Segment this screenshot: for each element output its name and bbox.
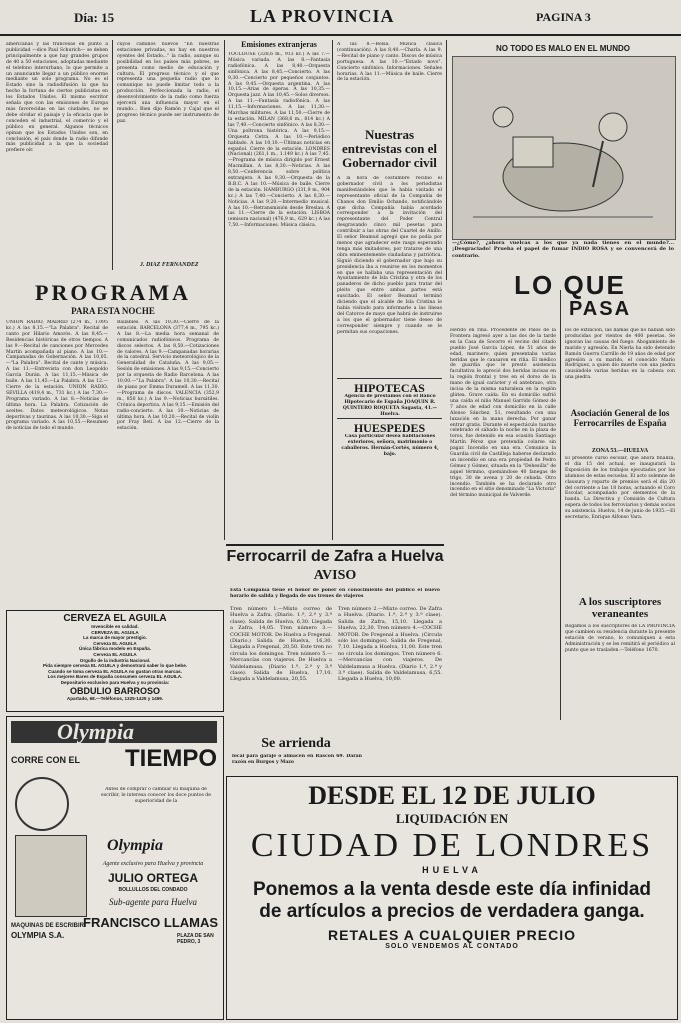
programa-text: UNION RADIO, MADRID (274 m., 1.095 kc.) A las 8,15.—"La Palabra". Recital de canto por Hilario Amorós. A las 8,45.—Residencias históricas de otros tiempos. A las 9.—Recital de canciones por Mercedes Martín acompañada al piano. A las 10.—Campanadas de Gobernación. A las 10,05.—"La Palabra". Recital de cante y música. A las 11.—Entrevista con don Leopoldo García Durán. A las 11,15.—Música de baile. A las 11,45.—La Palabra. A las 12.—Cierre de la estación. UNION RADIO, SEVILLA (419,4 m., 731 kc.) A las 7,30.—Programa variado. A las 8.—Noticias de última hora. La Palabra. Cotización de aceites. Datos meteorológicos. Notas deportivas y taurinas. A las 10,30.—Siga el programa variado. A las 10,55.—Resumen de noticias de todo el mundo. xyxy=(6,320,108,432)
londres-line1: DESDE EL 12 DE JULIO xyxy=(308,781,596,810)
cerveza-line: La marca de mayor prestigio. xyxy=(83,635,147,641)
cerveza-line: Única fábrica modelo en España. xyxy=(79,646,151,652)
suscriptores-body: Rogamos a los suscriptores de LA PROVINCIA que cambien su residencia durante la presente estación de verano, lo comuniquen a esta Administración y se les remitirá el periódico al punto que se trasladen.—Teléfono 1670. xyxy=(565,624,675,653)
masthead xyxy=(0,0,681,36)
suscriptores-text xyxy=(565,624,675,688)
nuestras-text xyxy=(337,176,442,372)
loque-title2: PASA xyxy=(568,298,632,320)
londres-line4: HUELVA xyxy=(422,865,482,875)
olympia-slogan: CORRE CON EL xyxy=(11,755,81,765)
olympia-sub: FRANCISCO LLAMAS xyxy=(83,915,219,930)
olympia-brand2: Olympia xyxy=(107,837,163,854)
asociacion-text xyxy=(565,456,675,594)
lisboa-continuation xyxy=(337,42,442,126)
huespedes-body: Casa particular desea habitaciones exteriores, señora, matrimonio o caballeros. Hernán-Cortés, número 4, bajo. xyxy=(341,434,439,456)
ferrocarril-intro xyxy=(230,588,440,604)
cerveza-title: CERVEZA EL AGUILA xyxy=(63,613,167,624)
ferrocarril-left xyxy=(230,606,332,722)
olympia-addr: PLAZA DE SAN PEDRO, 3 xyxy=(177,933,214,945)
article-col2 xyxy=(117,42,219,260)
hipotecas-title: HIPOTECAS xyxy=(337,378,442,396)
sucesos-cont xyxy=(565,328,675,404)
newspaper-title: LA PROVINCIA xyxy=(250,6,395,26)
cartoon-title: NO TODO ES MALO EN EL MUNDO xyxy=(496,44,630,53)
olympia-brand: Olympia xyxy=(57,719,134,744)
cartoon-image xyxy=(452,56,676,240)
cerveza-line: Cuando se toma cerveza EL AGUILA no gustan otras marcas. xyxy=(48,668,182,674)
hipotecas-body: Agencia de préstamos con el Banco Hipotecario de España JOAQUIN R. QUINTERO ROQUETA Sagasta, 41.—Huelva. xyxy=(342,394,438,416)
olympia-ad xyxy=(6,716,224,1020)
cartoon-caption xyxy=(452,240,674,266)
suscriptores-title: A los suscriptores veraneantes xyxy=(578,596,662,620)
sucesos-text: los de extinción, las llamas que no habían sido producidas por vientos de 400 pesetas. Se ignoran las causas del fuego. Ahogamiento de marido y agresión. En Nierla ha sido detenido Ramón Guerra Carrillo de 19 años de edad por agresión a su marido, el conocido Mario Rodríguez, a quien dio muerte con una piedra causándole varias heridas en la cabeza con una piedra. xyxy=(565,328,675,381)
programa-subtitle: PARA ESTA NOCHE xyxy=(71,306,155,316)
olympia-agent: JULIO ORTEGA xyxy=(107,871,198,885)
page-day: Día: 15 xyxy=(74,10,115,25)
cerveza-line: Orgullo de la industria Nacional. xyxy=(79,657,151,663)
loque-body: Herido en riña. Procedente de Palos de la Frontera ingresó ayer a las dos de la tarde en la Casa de Socorro el vecino del citado pueblo José García López, de 51 años de edad, marinero, quien presentaba varias heridas que le causaron en riña. El médico de guardia que le prestó asistencia facultativa le apreció dos heridas incisas en la región frontal y tres en el dorso de la mano de igual carácter y el antebrazo, otra incisa de la misma naturaleza en la región glútea. Grave caída. En su domicilio sufrió una caída el niño Manuel Garrido Gómez de 7 años de edad con domicilio en la calle Alonso Sánchez, 51, resultando con una luxación en la mano derecha. Por ganar entrar gratis. Durante el espectáculo taurino celebrado el sábado la noche en la plaza de toros, fue detenido en esa ocasión Santiago Martín Pérez que pretendía colarse sin pagar. Incendio en una era. Comunica la Guardia civil de Castilleja haberse declarado un incendio en una era propiedad de Pedro Gómez y Gómez, situada en la "Dehesilla" de aquel término, quemándose 40 fanegas de trigo, 30 de avena y 20 de cebada. Otro incendio. También se ha declarado otro incendio en el sitio denominado "La Victoria" del término municipal de Valverde. xyxy=(450,328,556,499)
cerveza-line: Depositario exclusivo para Huelva y su provincia: xyxy=(60,679,170,685)
arrienda-title: Se arrienda xyxy=(261,736,331,751)
cerveza-line: Los mejores Bares de España consumen cerveza EL AGUILA. xyxy=(47,674,183,680)
asociacion-body: El presente curso escolar, que ahora finaliza, el día 15 del actual, se inaugurará la Exposición de los trabajos ejecutados por los alumnos de estas escuelas. El acto solemne de clausura y reparto de premios será el día 20 del corriente a las 18 horas, actuando el Coro Escolar, acompañado por elementos de la banda. La Directiva y Comisión de Cultura espera de todos los ferroviarios y demás socios su asistencia. Huelva, 14 de junio de 1935.—El secretario, Enrique Alfonso Vara. xyxy=(565,456,675,521)
ferrocarril-intro-text: Esta Compañía tiene el honor de poner en conocimiento del público el nuevo horario de salida y llegada de sus trenes de viajeros xyxy=(230,588,440,599)
londres-line2: LIQUIDACIÓN EN xyxy=(395,811,509,826)
londres-body: Ponemos a la venta desde este día infinidad de artículos a precios de verdadera ganga. xyxy=(252,879,652,922)
arrienda-body: local para garaje o almacén en Rascón 69. Darán razón en Burgos y Mazo xyxy=(232,754,362,765)
ferrocarril-right xyxy=(338,606,442,722)
olympia-agent-city: BOLLULLOS DEL CONDADO xyxy=(118,887,188,893)
emisiones-text xyxy=(228,52,330,540)
loque-title: LO QUE xyxy=(514,270,626,300)
londres-retales: RETALES A CUALQUIER PRECIO xyxy=(328,927,576,943)
programa-mid xyxy=(117,320,219,610)
asociacion-zone: ZONA 53.—HUELVA xyxy=(591,448,649,454)
londres-solo: SOLO VENDEMOS AL CONTADO xyxy=(385,943,519,950)
nuestras-body: A la hora de costumbre recibió el gobernador civil a los periodistas manifestándoles que le había visitado el representante oficial de la Compañía de Chanos don Emilio Ochando, notificándole que dicha Compañía había acordado corresponder a la invitación del representante del Poder Central desgravando cinco mil pesetas para contribuir a las obras del Cuartel de Anillo. El señor Beamud agregó que no podía por menos que agradecer este rasgo esperando tenga más imitadores, por tratarse de una obra eminentemente ciudadana y patriótica. Siguió diciendo el gobernador que bajo su presidencia iba a reunirse en los momentos en que se hallaba una representación del Ayuntamiento de Isla Cristina y otra de los panaderos de dicho pueblo para tratar del pleito que entre ambas partes está suscitado. El señor Beamud terminó diciendo que el alcalde de Isla Cristina le había visitado para informarle a las líneas del Catorce de mayo que habrá de instruirse a los que el gobernador tiene deseo de corresponder siempre y cuando se le permitan sus ocupaciones. xyxy=(337,176,442,335)
article-signature: J. DIAZ FERNANDEZ xyxy=(140,262,199,268)
page-number: PAGINA 3 xyxy=(536,10,591,24)
cerveza-line: Pida siempre cerveza EL AGUILA y demostrará saber lo que bebe. xyxy=(42,663,188,669)
ferrocarril-aviso: AVISO xyxy=(313,568,357,583)
ferrocarril-right-text: Tren número 2.—Mixto correo. De Zafra a Huelva. (Diario. 1.ª, 2.ª y 3.ª clase). Salida de Zafra, 15,10. Llegada a Huelva, 22,30. Tren número 4.—COCHE MOTOR. De Fregenal a Huelva. (Circula sólo los domingos). Salida de Fregenal, 7,10. Llegada a Huelva, 11,00. Este tren no circula los domingos. Tren número 6.—Mercancías con viajeros. De Valdelamusa a Huelva. (Diario 1.ª, 2.ª y 3.ª clase). Salida de Valdelamusa, 6,55. Llegada a Huelva, 10,00. xyxy=(338,606,442,683)
nuestras-title: Nuestras entrevistas con el Gobernador civil xyxy=(341,127,438,170)
article-text: cuyos caminos nuevos "En nuestras estaciones privadas, no hay en nuestros oyentes del Estado..." la radio, aunque su posibilidad en los países más pobres, se presenta como medio de educación y cultura. El progreso técnico y el que representa una pequeña radio que lo comunique no puede limitar todo a la producción. Perfeccionada la radio, el desenvolvimiento de la radio como fuerza ejercerá una influencia mayor en el mundo... Bien dijo Ramón y Cajal que el progreso técnico puede ser instrumento de paz. xyxy=(117,42,219,124)
car-illustration xyxy=(15,835,87,917)
olympia-maquinas: MAQUINAS DE ESCRIBIR xyxy=(11,923,85,929)
ferrocarril-left-text: Tren número 1.—Mixto correo de Huelva a Zafra. (Diario. 1.ª, 2.ª y 3.ª clase). Salida de Huelva, 6,30. Llegada a Zafra, 14,05. Tren número 3.—COCHE MOTOR. De Huelva a Fregenal. (Diario.) Salida de Huelva, 16,30. Llegada a Fregenal, 20,50. Este tren no circula los domingos. Tren número 5.—Mercancías con viajeros. De Huelva a Valdelamusa. (Diario 1.ª, 2.ª y 3.ª clase). Salida de Huelva, 17,10. Llegada a Valdelamusa, 20,55. xyxy=(230,606,332,683)
clock-icon xyxy=(15,777,69,831)
huespedes-text xyxy=(340,434,440,456)
olympia-tiempo: TIEMPO xyxy=(125,745,218,772)
ferrocarril-title: Ferrocarril de Zafra a Huelva xyxy=(226,548,444,565)
arrienda-text xyxy=(232,754,362,768)
loque-text xyxy=(450,328,556,720)
emisiones-body: TOULOUSE (328,6 m., 913 kc.) A las 7.—Música variada. A las 8.—Fantasía radiofónica. A las 8,40.—Orquesta sinfónica. A las 8,45.—Concierto. A las 9,30.—Concierto por pequeños conjuntos. A las 9,45.—Orquesta argentina. A las 10,15.—Arias de óperas. A las 10,35.—Orquesta jazz. A las 10,45.—Solos diversos. A las 11.—Fantasía radiofónica. A las 11,15.—Informaciones. A las 11,30.—Marchas militares. A las 11,50.—Cierre de la estación. MILAN (368,6 m., 814 kc.) A las 7,40.—Concierto sinfónico. A las 8,30.—Una poltrona histórica. A las 9,15.—Orquesta Cetra. A las 10.—Periódico hablado. A las 10,10.—Últimas noticias en español. Cierre de la estación. LONDRES (Nacional) (261,1 m., 1.149 kc.) A las 7,45.—Programa de música dirigido por Ernest Macmillan. A las 8,30.—Noticias. A las 8,50.—Conferencia sobre política extranjera. A las 9,30.—Orquesta de la B.B.C. A las 10.—Música de baile. Cierre de la estación. HAMBURGO (331,9 m., 904 kc.) A las 7,40.—Concierto. A las 8,30.—Noticias. A las 9,20.—Intermedio musical. A las 10.—Retransmisión desde Breslau. A las 11.—Cierre de la estación. LISBOA (emisora nacional) (476,9 m., 629 kc.) A las 7,50.—Informaciones. Música clásica. xyxy=(228,52,330,229)
asociacion-title: Asociación General de los Ferrocarriles de España xyxy=(570,408,670,428)
cerveza-address: Apartado, 68.—Teléfonos, 1325-1425 y 1499. xyxy=(66,695,164,701)
programa-title: PROGRAMA xyxy=(35,280,191,305)
olympia-agent-line: Agente exclusivo para Huelva y provincia xyxy=(102,861,204,867)
cerveza-ad xyxy=(6,610,224,712)
hipotecas-text xyxy=(340,394,440,416)
cerveza-line: Cerveza EL AGUILA xyxy=(93,640,137,646)
huespedes-title: HUESPEDES xyxy=(337,418,442,436)
olympia-note xyxy=(97,787,215,817)
cartoon-caption-text: —¿Cómo?, ¿ahora vuelcas a los que ya nada tienes en el mundo?... ¡Desgraciado! Prueba el papel de fumar INDIO ROSA y se convencerá de lo contrario. xyxy=(452,240,674,259)
programa-text: Bailables. A las 10,30.—Cierre de la estación. BARCELONA (377,4 m., 795 kc.) A las 8.—La media hora semanal de comunicados radiofónicos. Programa de discos selectos. A las 8,50.—Cotizaciones de valores. A las 9.—Campanadas horarias de la catedral. Servicio meteorológico de la Generalidad de Cataluña. A las 9,05.—Sesión de emisiones. A las 9,15.—Concierto por la orquesta de Radio Barcelona. A las 10,00.—"La Palabra". A las 10,30.—Recital de piano por Emma Duramell. A las 11,30.—Programa de discos. VALENCIA (352,9 m., 850 kc.) A las 9.—Noticias bursátiles. Crónica deportiva. A las 9,15.—Emisión del radio-concierto. A las 10.—Noticias de última hora. A las 10,20.—Recital de violín por Fray Betí. A las 12.—Cierre de la estación. xyxy=(117,320,219,432)
article-text: americanas y las francesas en punto a publicidad —dice Paul Schurich— se deben principalmente a que hay grandes grupos de 40 a 50 estaciones, adoptadas mediante el telefono interurbano, lo que permite a un anunciante llegar a un público enorme mediante un solo programa. No es el Estado sino la radiodifusión la que ha hecho la fortuna de ciertos publicistas en los Estados Unidos. El mismo escritor señala que con las emisiones de Europa más favorecidas en las ciudades, no se debe olvidar el paisaje y la eficacia que le conceden el industrial, el comercio y el público en general. Algunos técnicos opinan que los Estados Unidos son, en conclusión, el país donde la radio difunde más publicidad a la que la sociedad prefiere oír. xyxy=(6,42,108,154)
cartoon-drawing xyxy=(453,57,675,239)
article-col1 xyxy=(6,42,108,268)
olympia-note-text: Antes de comprar ó cambiar su máquina de escribir, le interesa conocer los doce puntos de superioridad de la xyxy=(101,787,211,804)
cerveza-line: Cerveza EL AGUILA xyxy=(93,651,137,657)
cerveza-line: Invencible en calidad. xyxy=(91,624,139,629)
londres-line3: CIUDAD DE LONDRES xyxy=(250,827,654,864)
cerveza-line: CERVEZA EL AGUILA xyxy=(91,629,139,635)
cerveza-lines xyxy=(7,624,223,686)
programa-left xyxy=(6,320,108,580)
londres-ad xyxy=(226,776,678,1020)
cerveza-dealer: OBDULIO BARROSO xyxy=(70,685,160,696)
lisboa-text: A las 8.—Bolsa. Música clásica (continuación). A las 8,40.—Charla. A las 9.—Recital de piano y canto. Discos de música portuguesa. A las 10.—"Estado novo". Concierto sinfónico. Informaciones. Señales horarias. A las 11.—Música de baile. Cierre de la estación. xyxy=(337,42,442,83)
olympia-company: OLYMPIA S.A. xyxy=(11,931,65,940)
olympia-sub-line: Sub-agente para Huelva xyxy=(109,897,197,907)
emisiones-title: Emisiones extranjeras xyxy=(241,40,317,49)
